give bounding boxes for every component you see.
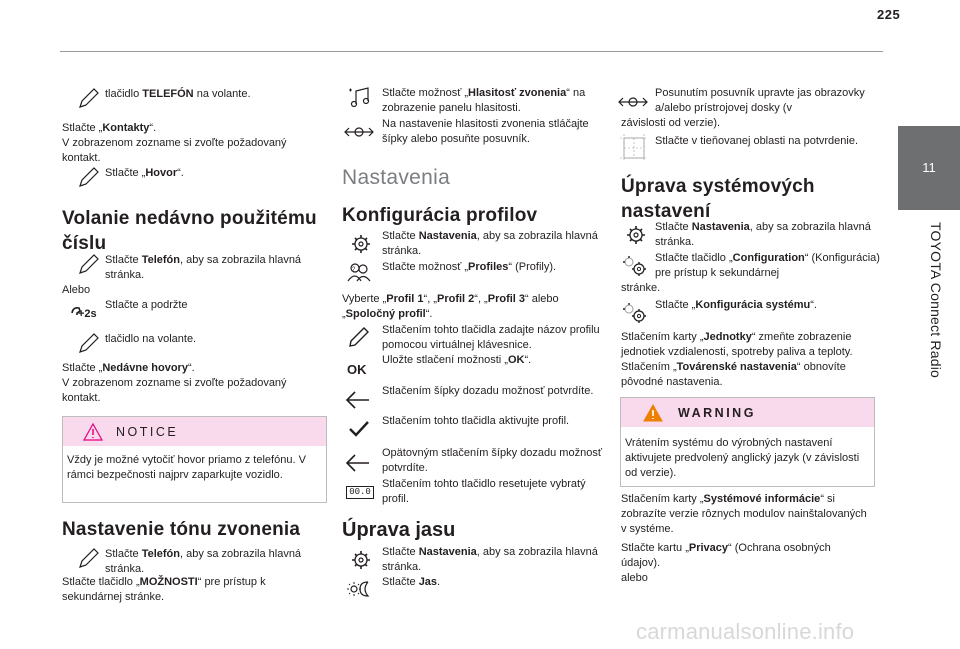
col1-p1: tlačidlo TELEFÓN na volante. — [105, 88, 251, 100]
notice-box — [62, 416, 327, 503]
col2-p5: Vyberte „Profil 1“, „Profil 2“, „Profil 3“ alebo „Spoločný profil“. — [342, 293, 559, 320]
ok-button[interactable]: OK — [347, 362, 367, 377]
gear-icon — [623, 224, 649, 246]
col3-p6: Stlačením karty „Jednotky“ zmeňte zobrazenie jednotiek vzdialenosti, spotreby paliva a teploty. — [621, 331, 853, 358]
col1-p8: Stlačte „Nedávne hovory“. V zobrazenom zozname si zvoľte požadovaný kontakt. — [62, 362, 287, 404]
col1-p2: Stlačte „Kontakty“. V zobrazenom zozname si zvoľte požadovaný kontakt. — [62, 122, 287, 164]
svg-text:?: ? — [352, 267, 356, 273]
page-number: 225 — [877, 7, 901, 22]
col3-p9: Stlačte kartu „Privacy“ (Ochrana osobných údajov). — [621, 542, 831, 569]
notice-header — [63, 417, 326, 446]
col1-p5: Alebo — [62, 284, 91, 296]
col1-p6: Stlačte a podržte — [105, 299, 188, 311]
gear-icon — [348, 233, 374, 255]
warning-triangle-icon — [643, 404, 663, 422]
col3-p4-cont: stránke. — [621, 282, 661, 294]
col2-p2: Na nastavenie hlasitosti zvonenia stláčajte šípky alebo posuňte posuvník. — [382, 118, 589, 145]
col3-p10: alebo — [621, 572, 648, 584]
warning-title: WARNING — [678, 406, 756, 420]
col2-p8: Stlačením šípky dozadu možnosť potvrdíte. — [382, 385, 594, 397]
col2-p1: Stlačte možnosť „Hlasitosť zvonenia“ na zobrazenie panelu hlasitosti. — [382, 87, 586, 114]
slider-arrows-icon — [617, 91, 649, 113]
back-arrow-icon — [345, 389, 371, 411]
col1-p3: Stlačte „Hovor“. — [105, 167, 184, 179]
heading-brightness: Úprava jasu — [342, 519, 456, 541]
profiles-icon — [346, 261, 372, 283]
col2-p11: Stlačením tohto tlačidlo resetujete vybratý profil. — [382, 478, 586, 505]
heading-ringtone: Nastavenie tónu zvonenia — [62, 519, 301, 540]
back-arrow-icon — [345, 452, 371, 474]
checkmark-icon — [346, 418, 372, 440]
col3-p3: Stlačte Nastavenia, aby sa zobrazila hlavná stránka. — [655, 221, 871, 248]
phone-button-2s-icon — [70, 301, 102, 321]
heading-profiles: Konfigurácia profilov — [342, 205, 538, 226]
warning-text: Vrátením systému do výrobných nastavení aktivujete predvolený anglický jazyk (v závislosti od verzie). — [625, 437, 860, 479]
col3-p7: Stlačením „Továrenské nastavenia“ obnovíte pôvodné nastavenia. — [621, 361, 846, 388]
pencil-icon — [76, 166, 102, 188]
chapter-tab[interactable]: 11 — [898, 126, 960, 210]
col1-p4: Stlačte Telefón, aby sa zobrazila hlavná stránka. — [105, 254, 302, 281]
col3-p4: Stlačte tlačidlo „Configuration“ (Konfigurácia) pre prístup k sekundárnej — [655, 252, 880, 279]
col2-p12: Stlačte Nastavenia, aby sa zobrazila hlavná stránka. — [382, 546, 598, 573]
col2-p7: Uložte stlačení možnosti „OK“. — [382, 354, 532, 366]
warning-triangle-icon — [83, 423, 103, 441]
music-note-icon — [346, 86, 372, 108]
col3-p1: Posunutím posuvník upravte jas obrazovky a/alebo prístrojovej dosky (v — [655, 87, 865, 114]
heading-system-settings: Úprava systémových nastavení — [621, 176, 815, 222]
col2-p3: Stlačte Nastavenia, aby sa zobrazila hlavná stránka. — [382, 230, 598, 257]
col2-p6: Stlačením tohto tlačidla zadajte názov profilu pomocou virtuálnej klávesnice. — [382, 324, 600, 351]
brightness-sun-moon-icon — [346, 578, 372, 600]
col3-p1-cont: závislosti od verzie). — [621, 117, 721, 129]
pencil-icon — [76, 332, 102, 354]
col1-p9: Stlačte Telefón, aby sa zobrazila hlavná stránka. — [105, 548, 302, 575]
edit-pencil-icon — [346, 326, 372, 348]
warning-box — [620, 397, 875, 487]
gear-icon — [348, 549, 374, 571]
notice-text: Vždy je možné vytočiť hovor priamo z telefónu. V rámci bezpečnosti najprv zaparkujte vozidlo. — [67, 454, 306, 481]
col2-p10: Opätovným stlačením šípky dozadu možnosť potvrdíte. — [382, 447, 602, 474]
watermark: carmanualsonline.info — [636, 619, 855, 644]
svg-text:+2s: +2s — [78, 308, 97, 320]
heading-settings: Nastavenia — [342, 166, 451, 189]
col3-p2: Stlačte v tieňovanej oblasti na potvrdenie. — [655, 135, 859, 147]
col3-p8: Stlačením karty „Systémové informácie“ si zobrazíte verzie rôznych modulov nainštalovaných v systéme. — [621, 493, 867, 535]
header-rule — [60, 51, 883, 52]
col2-p13: Stlačte Jas. — [382, 576, 441, 588]
reset-button[interactable]: 00.0 — [346, 486, 374, 499]
col2-p9: Stlačením tohto tlačidla aktivujte profil. — [382, 415, 570, 427]
configuration-gears-icon — [620, 254, 650, 278]
col1-p10: Stlačte tlačidlo „MOŽNOSTI“ pre prístup k sekundárnej stránke. — [62, 576, 266, 603]
pencil-icon — [76, 547, 102, 569]
col1-p7: tlačidlo na volante. — [105, 333, 197, 345]
system-config-gears-icon — [620, 301, 650, 325]
chapter-title: TOYOTA Connect Radio — [928, 222, 944, 378]
shaded-area-grid-icon — [620, 134, 648, 162]
slider-arrows-icon — [343, 121, 375, 143]
col3-p5: Stlačte „Konfigurácia systému“. — [655, 299, 818, 311]
notice-title: NOTICE — [116, 425, 179, 439]
heading-recent-calls: Volanie nedávno použitému číslu — [62, 208, 317, 254]
warning-header — [621, 398, 874, 427]
col2-p4: Stlačte možnosť „Profiles“ (Profily). — [382, 261, 557, 273]
pencil-icon — [76, 253, 102, 275]
pencil-icon — [76, 87, 102, 109]
